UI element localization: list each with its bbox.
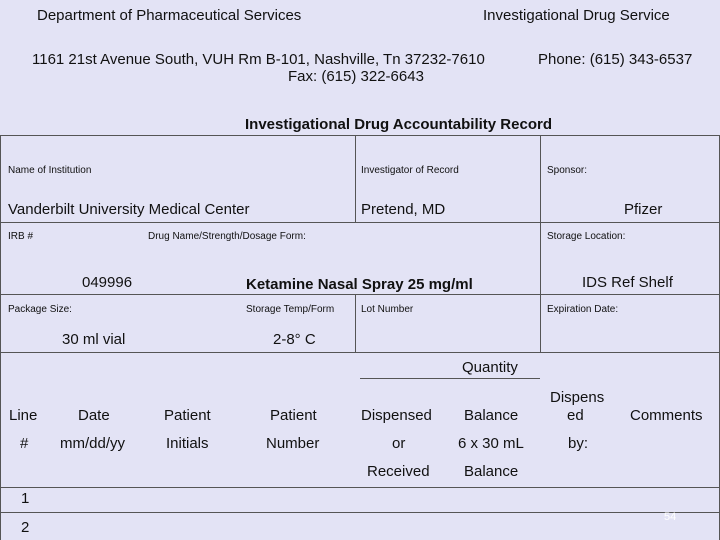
col-received: Received	[367, 463, 430, 480]
investigator-label: Investigator of Record	[361, 165, 459, 176]
divider	[355, 135, 356, 222]
investigator-value: Pretend, MD	[361, 201, 446, 218]
col-patient-initials: Patient	[164, 407, 211, 424]
divider	[0, 352, 720, 353]
col-line-sub: #	[20, 435, 29, 452]
col-dispensed-or: or	[392, 435, 406, 452]
divider	[540, 135, 541, 352]
storage-location-label: Storage Location:	[547, 231, 626, 242]
sponsor-value: Pfizer	[624, 201, 663, 218]
divider	[355, 294, 356, 352]
row-number: 1	[21, 490, 30, 507]
quantity-divider	[360, 378, 540, 379]
irb-label: IRB #	[8, 231, 34, 242]
sponsor-label: Sponsor:	[547, 165, 588, 176]
department-name: Department of Pharmaceutical Services	[37, 7, 302, 24]
divider	[0, 294, 720, 295]
col-date: Date	[78, 407, 110, 424]
col-dispensed-by-2: ed	[567, 407, 584, 424]
col-date-format: mm/dd/yy	[60, 435, 126, 452]
col-comments: Comments	[630, 407, 703, 424]
drug-label: Drug Name/Strength/Dosage Form:	[148, 231, 306, 242]
institution-value: Vanderbilt University Medical Center	[8, 201, 250, 218]
divider	[0, 512, 720, 513]
col-patient-number-sub: Number	[266, 435, 320, 452]
row-number: 2	[21, 519, 30, 536]
address: 1161 21st Avenue South, VUH Rm B-101, Nashville, Tn 37232-7610	[32, 51, 485, 68]
form-title: Investigational Drug Accountability Record	[245, 116, 552, 133]
service-name: Investigational Drug Service	[483, 7, 670, 24]
col-dispensed-by-3: by:	[568, 435, 589, 452]
lot-number-label: Lot Number	[361, 304, 414, 315]
storage-location-value: IDS Ref Shelf	[582, 274, 673, 291]
page-number: 54	[664, 511, 677, 523]
divider	[0, 135, 1, 540]
divider	[0, 487, 720, 488]
col-dispensed-by: Dispens	[550, 389, 605, 406]
divider	[0, 222, 720, 223]
storage-temp-label: Storage Temp/Form	[246, 304, 335, 315]
phone-number: Phone: (615) 343-6537	[538, 51, 693, 68]
col-patient-number: Patient	[270, 407, 317, 424]
col-line: Line	[9, 407, 38, 424]
divider	[0, 135, 720, 136]
fax-number: Fax: (615) 322-6643	[288, 68, 424, 85]
package-size-value: 30 ml vial	[62, 331, 126, 348]
expiration-date-label: Expiration Date:	[547, 304, 619, 315]
col-balance-amount: 6 x 30 mL	[458, 435, 524, 452]
storage-temp-value: 2-8° C	[273, 331, 316, 348]
irb-value: 049996	[82, 274, 133, 291]
package-size-label: Package Size:	[8, 304, 72, 315]
col-balance: Balance	[464, 407, 519, 424]
col-patient-initials-sub: Initials	[166, 435, 209, 452]
col-balance-sub: Balance	[464, 463, 519, 480]
col-dispensed: Dispensed	[361, 407, 432, 424]
quantity-header: Quantity	[462, 359, 518, 376]
drug-value: Ketamine Nasal Spray 25 mg/ml	[246, 276, 473, 293]
institution-label: Name of Institution	[8, 165, 92, 176]
